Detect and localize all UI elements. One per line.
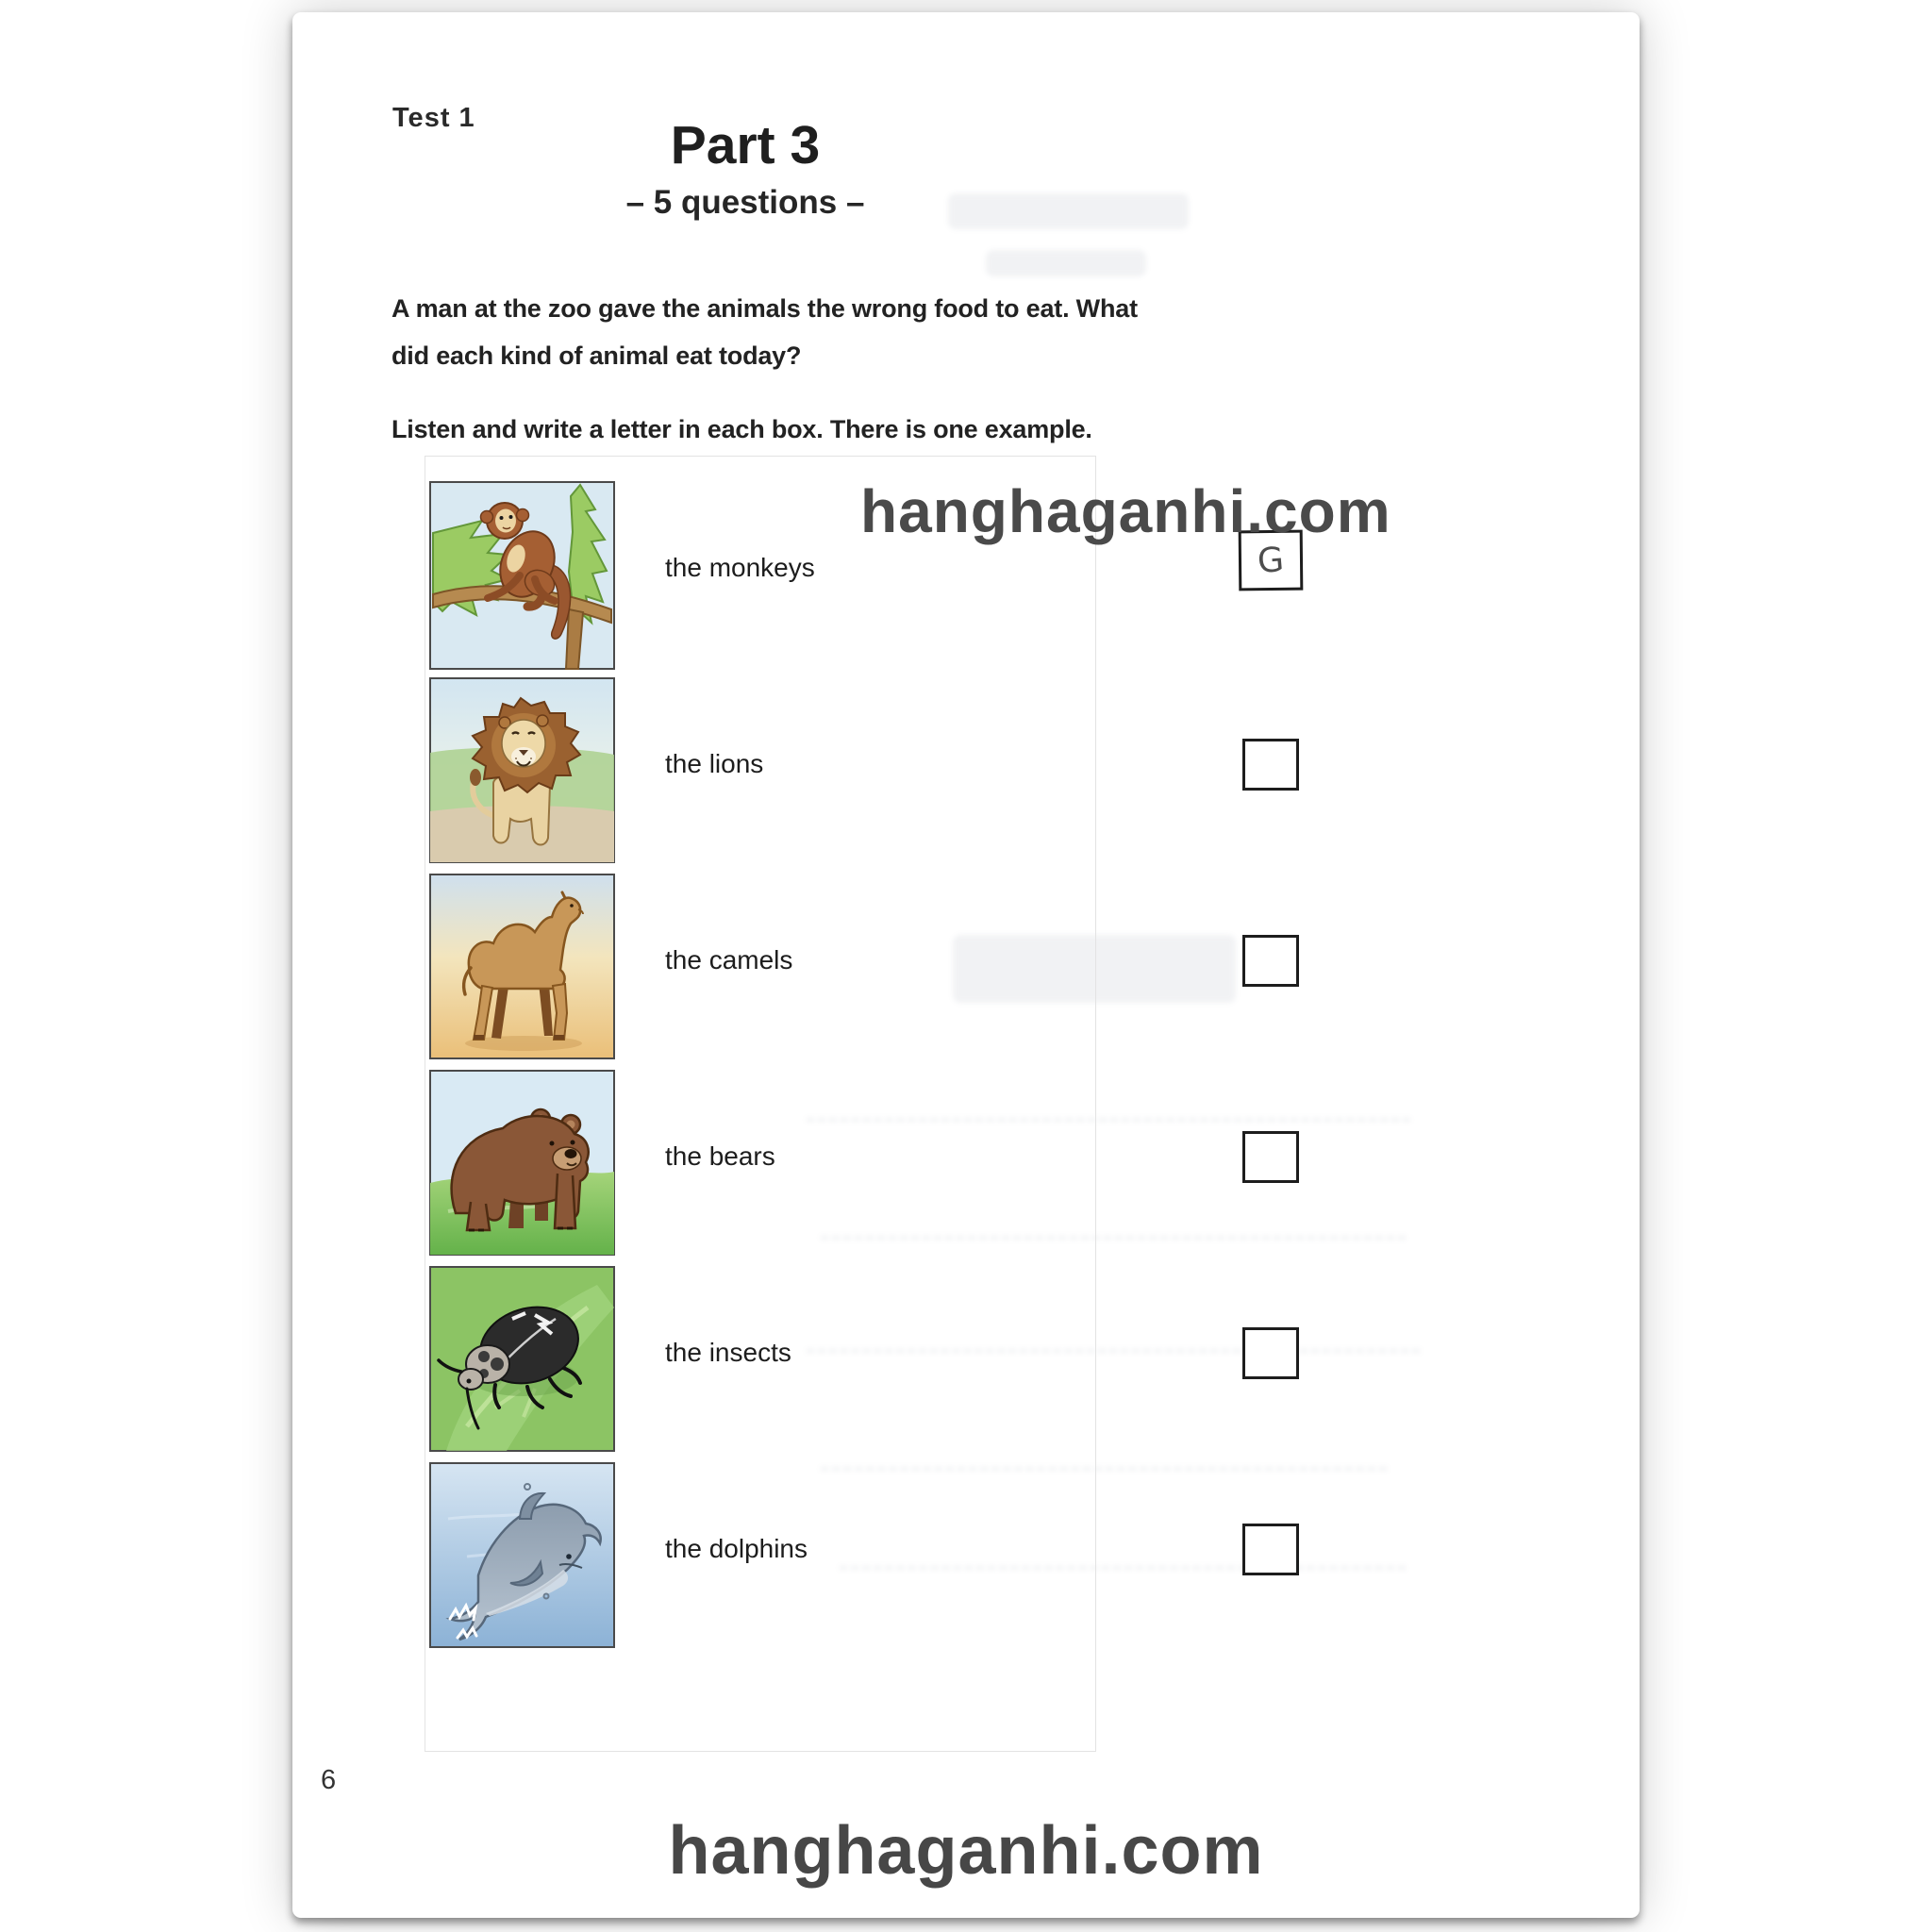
page-number: 6	[321, 1765, 337, 1795]
task-instruction: A man at the zoo gave the animals the wrong food to eat. What did each kind of animal eat today?	[391, 294, 1138, 370]
answer-box-camels[interactable]	[1242, 935, 1299, 987]
bleedthrough-artifact	[986, 250, 1146, 276]
part-title-block	[292, 114, 1198, 222]
animal-label: the lions	[665, 749, 764, 778]
task-row-lions	[292, 677, 1640, 866]
task-row-insects	[292, 1266, 1640, 1455]
example-answer-letter: G	[1256, 540, 1286, 581]
camel-illustration	[429, 874, 615, 1062]
animal-label: the camels	[665, 945, 793, 974]
task-row-dolphins	[292, 1462, 1640, 1651]
watermark-top: hanghaganhi.com	[860, 477, 1391, 545]
bear-illustration	[429, 1070, 615, 1258]
monkey-on-branch-illustration	[429, 481, 615, 670]
task-row-bears	[292, 1070, 1640, 1258]
answer-box-insects[interactable]	[1242, 1327, 1299, 1379]
animal-label: the insects	[665, 1338, 791, 1367]
lion-illustration	[429, 677, 615, 866]
task-row-camels	[292, 874, 1640, 1062]
beetle-on-leaf-illustration	[429, 1266, 615, 1455]
answer-box-lions[interactable]	[1242, 739, 1299, 791]
animal-label: the monkeys	[665, 553, 815, 582]
animal-label: the bears	[665, 1141, 775, 1171]
questions-count-subtitle: – 5 questions –	[625, 184, 865, 221]
test-number-label: Test 1	[392, 103, 475, 133]
animal-label: the dolphins	[665, 1534, 808, 1563]
answer-box-bears[interactable]	[1242, 1131, 1299, 1183]
listening-instruction: Listen and write a letter in each box. There is one example.	[391, 415, 1092, 443]
watermark-bottom: hanghaganhi.com	[668, 1813, 1264, 1889]
part-title: Part 3	[670, 115, 821, 175]
dolphin-illustration	[429, 1462, 615, 1651]
book-page	[292, 12, 1640, 1918]
answer-box-dolphins[interactable]	[1242, 1524, 1299, 1575]
